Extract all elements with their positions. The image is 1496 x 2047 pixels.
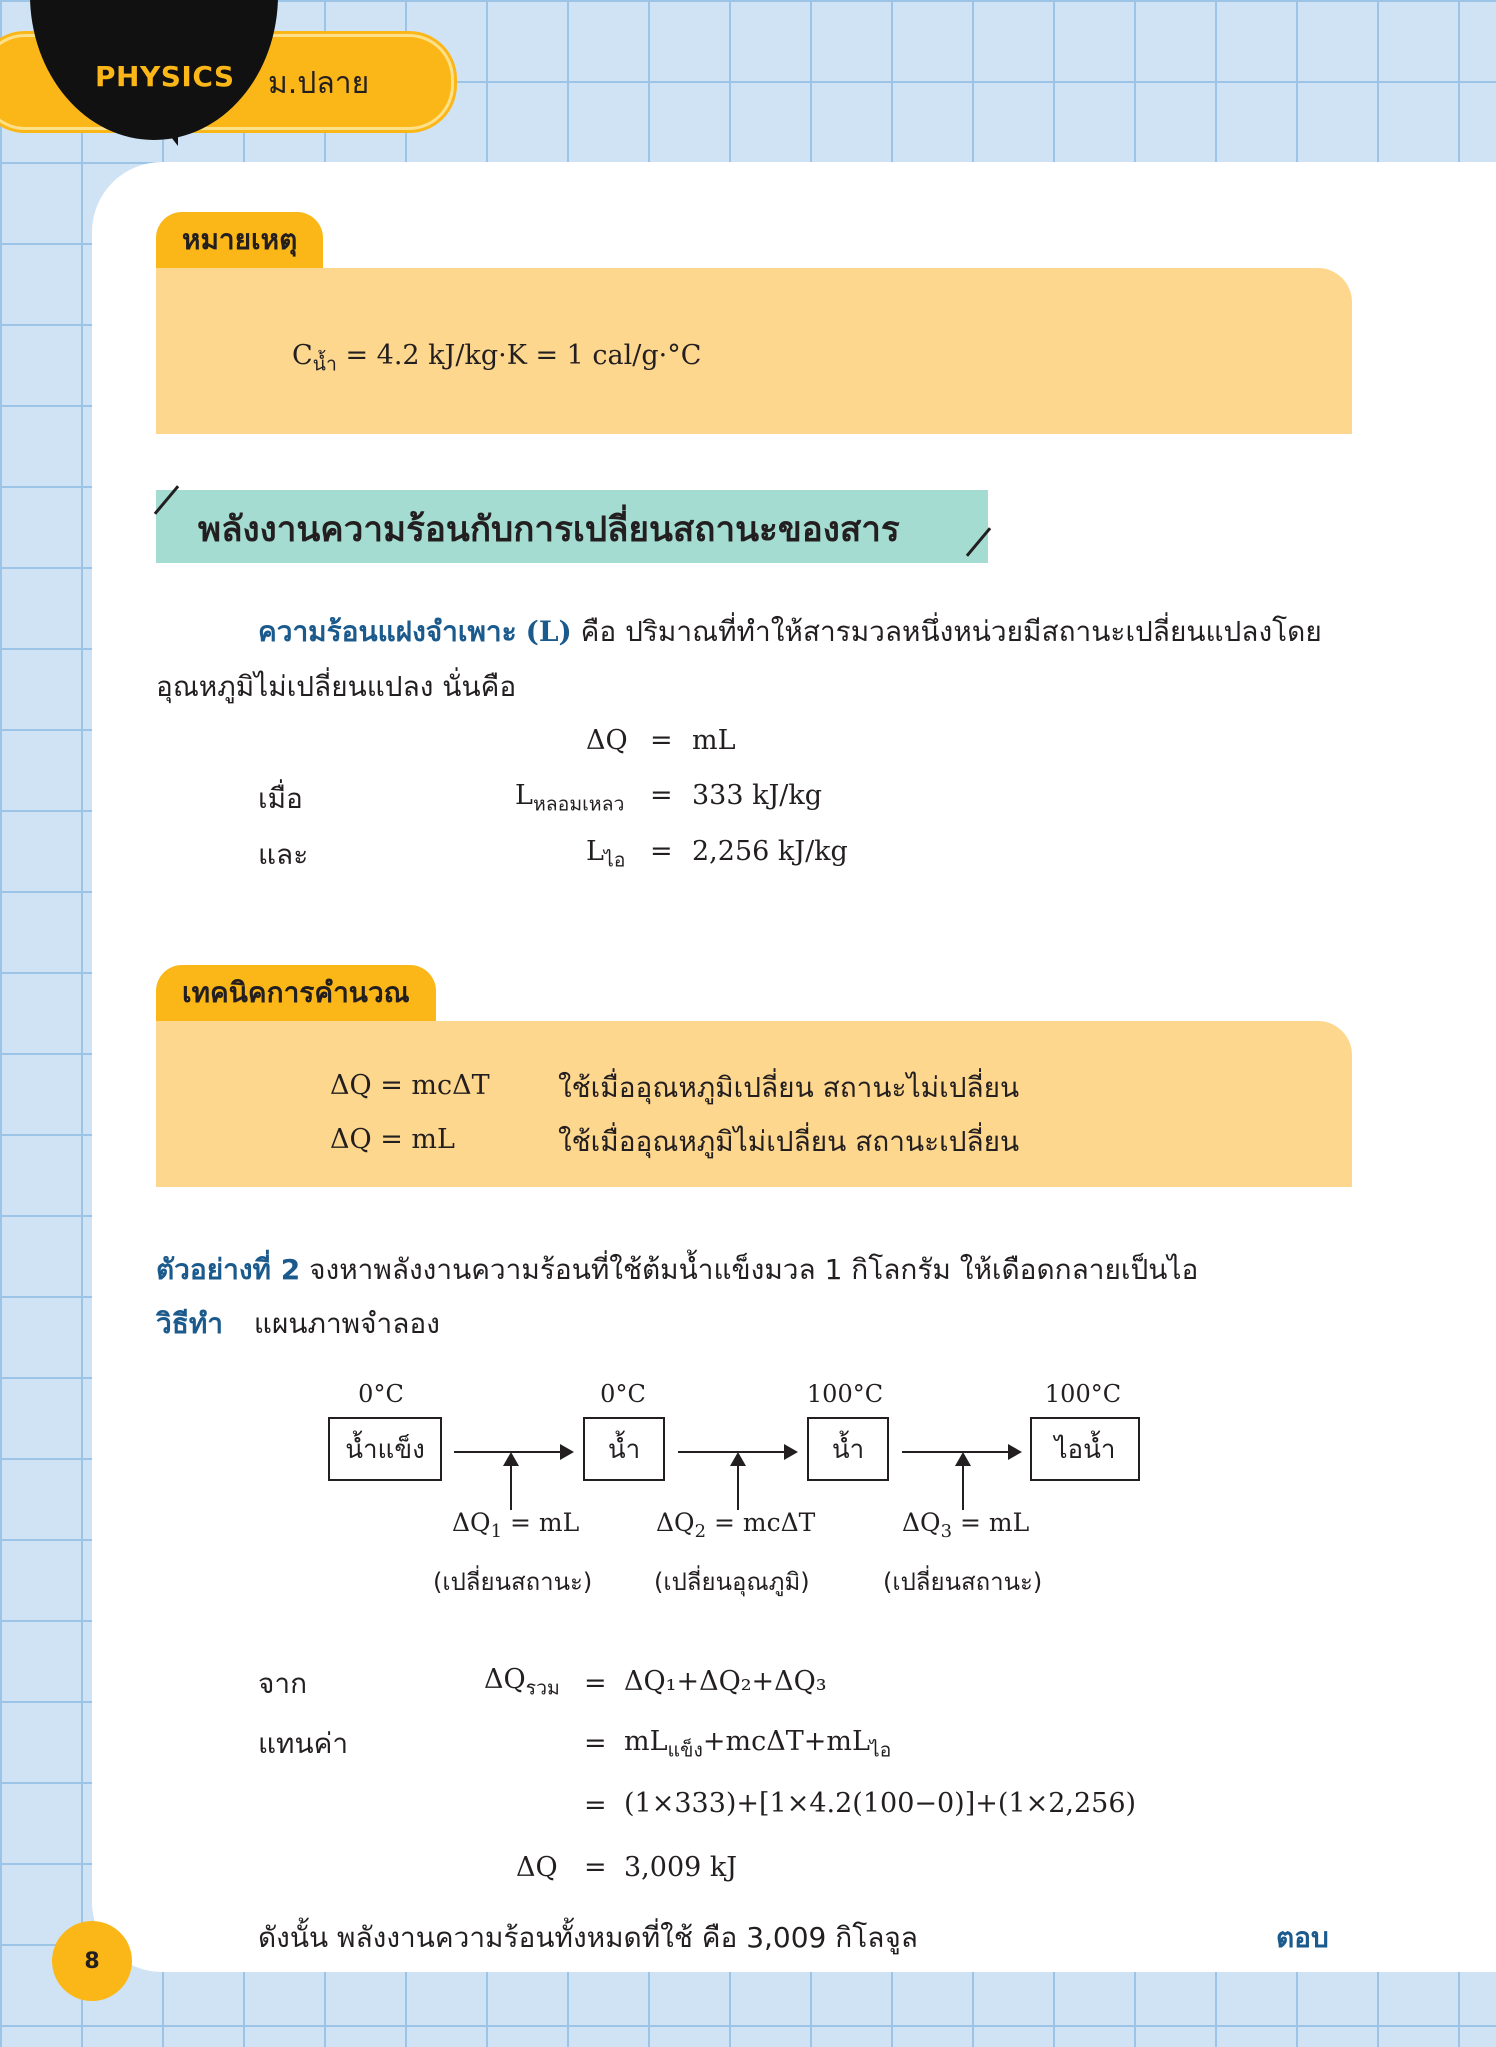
total-heat-right: ΔQ₁+ΔQ₂+ΔQ₃ [624,1666,827,1697]
total-heat-left: $\Delta Q_{รวม}$ [484,1664,560,1700]
arrow-up [510,1456,512,1510]
eq-fusion-equals: = [650,780,673,811]
technique-formula-2: ΔQ = mL [330,1124,455,1155]
subject-label: PHYSICS [95,60,235,93]
substitute-equals: = [584,1728,607,1759]
total-heat-equals: = [584,1668,607,1699]
result-right: 3,009 kJ [624,1852,738,1883]
water-heat-capacity-formula: $C_{น้ำ} = 4.2$ kJ/kg·K = 1 cal/g·°C [292,340,702,376]
step-equation: $\Delta Q_1$ = mL [452,1508,580,1542]
definition-line-1: ความร้อนแฝงจำเพาะ (L) คือ ปริมาณที่ทำให้สารมวลหนึ่งหน่วยมีสถานะเปลี่ยนแปลงโดย [258,615,1322,648]
eq-fusion-left: $L_{หลอมเหลว}$ [515,780,625,816]
numeric-expression: (1×333)+[1×4.2(100−0)]+(1×2,256) [624,1788,1137,1819]
eq-fusion-right: 333 kJ/kg [692,780,823,811]
state-box-steam: ไอน้ำ [1030,1417,1140,1481]
example-question: ตัวอย่างที่ 2 จงหาพลังงานความร้อนที่ใช้ต้มน้ำแข็งมวล 1 กิโลกรัม ให้เดือดกลายเป็นไอ [156,1253,1199,1286]
page-number: 8 [52,1921,132,2001]
technique-text-1: ใช้เมื่ออุณหภูมิเปลี่ยน สถานะไม่เปลี่ยน [558,1071,1020,1104]
state-temp: 0°C [358,1380,404,1408]
step-equation: $\Delta Q_3$ = mL [902,1508,1030,1542]
and-label: และ [258,838,309,871]
step-note: (เปลี่ยนอุณภูมิ) [654,1568,810,1596]
arrow-up [962,1456,964,1510]
arrow-up [737,1456,739,1510]
answer-label: ตอบ [1276,1921,1329,1954]
when-label: เมื่อ [258,782,303,815]
result-left: ΔQ [516,1852,558,1883]
state-box-hot-water: น้ำ [807,1417,889,1481]
technique-formula-1: ΔQ = mcΔT [330,1070,490,1101]
note-tab: หมายเหตุ [156,212,323,268]
state-temp: 100°C [806,1380,884,1408]
definition-line-2: อุณหภูมิไม่เปลี่ยนแปลง นั่นคือ [156,670,517,703]
state-box-water: น้ำ [583,1417,665,1481]
substitute-label: แทนค่า [258,1727,349,1760]
state-temp: 100°C [1044,1380,1122,1408]
result-equals: = [584,1852,607,1883]
eq-latent-right: mL [692,725,736,756]
technique-text-2: ใช้เมื่ออุณหภูมิไม่เปลี่ยน สถานะเปลี่ยน [558,1125,1020,1158]
section-title: พลังงานความร้อนกับการเปลี่ยนสถานะของสาร [198,510,900,550]
technique-tab: เทคนิคการคำนวณ [156,965,436,1021]
from-label: จาก [258,1667,308,1700]
step-equation: $\Delta Q_2 = mc\Delta T$ [656,1508,816,1542]
conclusion: ดังนั้น พลังงานความร้อนทั้งหมดที่ใช้ คือ 3,009 กิโลจูล [258,1921,918,1954]
eq-vapor-right: 2,256 kJ/kg [692,836,848,867]
step-note: (เปลี่ยนสถานะ) [433,1568,593,1596]
state-temp: 0°C [600,1380,646,1408]
eq-latent-left: ΔQ [586,725,628,756]
state-box-ice: น้ำแข็ง [328,1417,442,1481]
eq-vapor-left: $L_{ไอ}$ [586,836,626,872]
method-line: วิธีทำ แผนภาพจำลอง [156,1307,440,1340]
numeric-equals: = [584,1790,607,1821]
step-note: (เปลี่ยนสถานะ) [883,1568,1043,1596]
substitute-expression: $mL_{แข็ง}+mc\Delta T+mL_{ไอ}$ [624,1726,892,1762]
eq-latent-equals: = [650,725,673,756]
level-label: ม.ปลาย [268,66,370,101]
eq-vapor-equals: = [650,836,673,867]
